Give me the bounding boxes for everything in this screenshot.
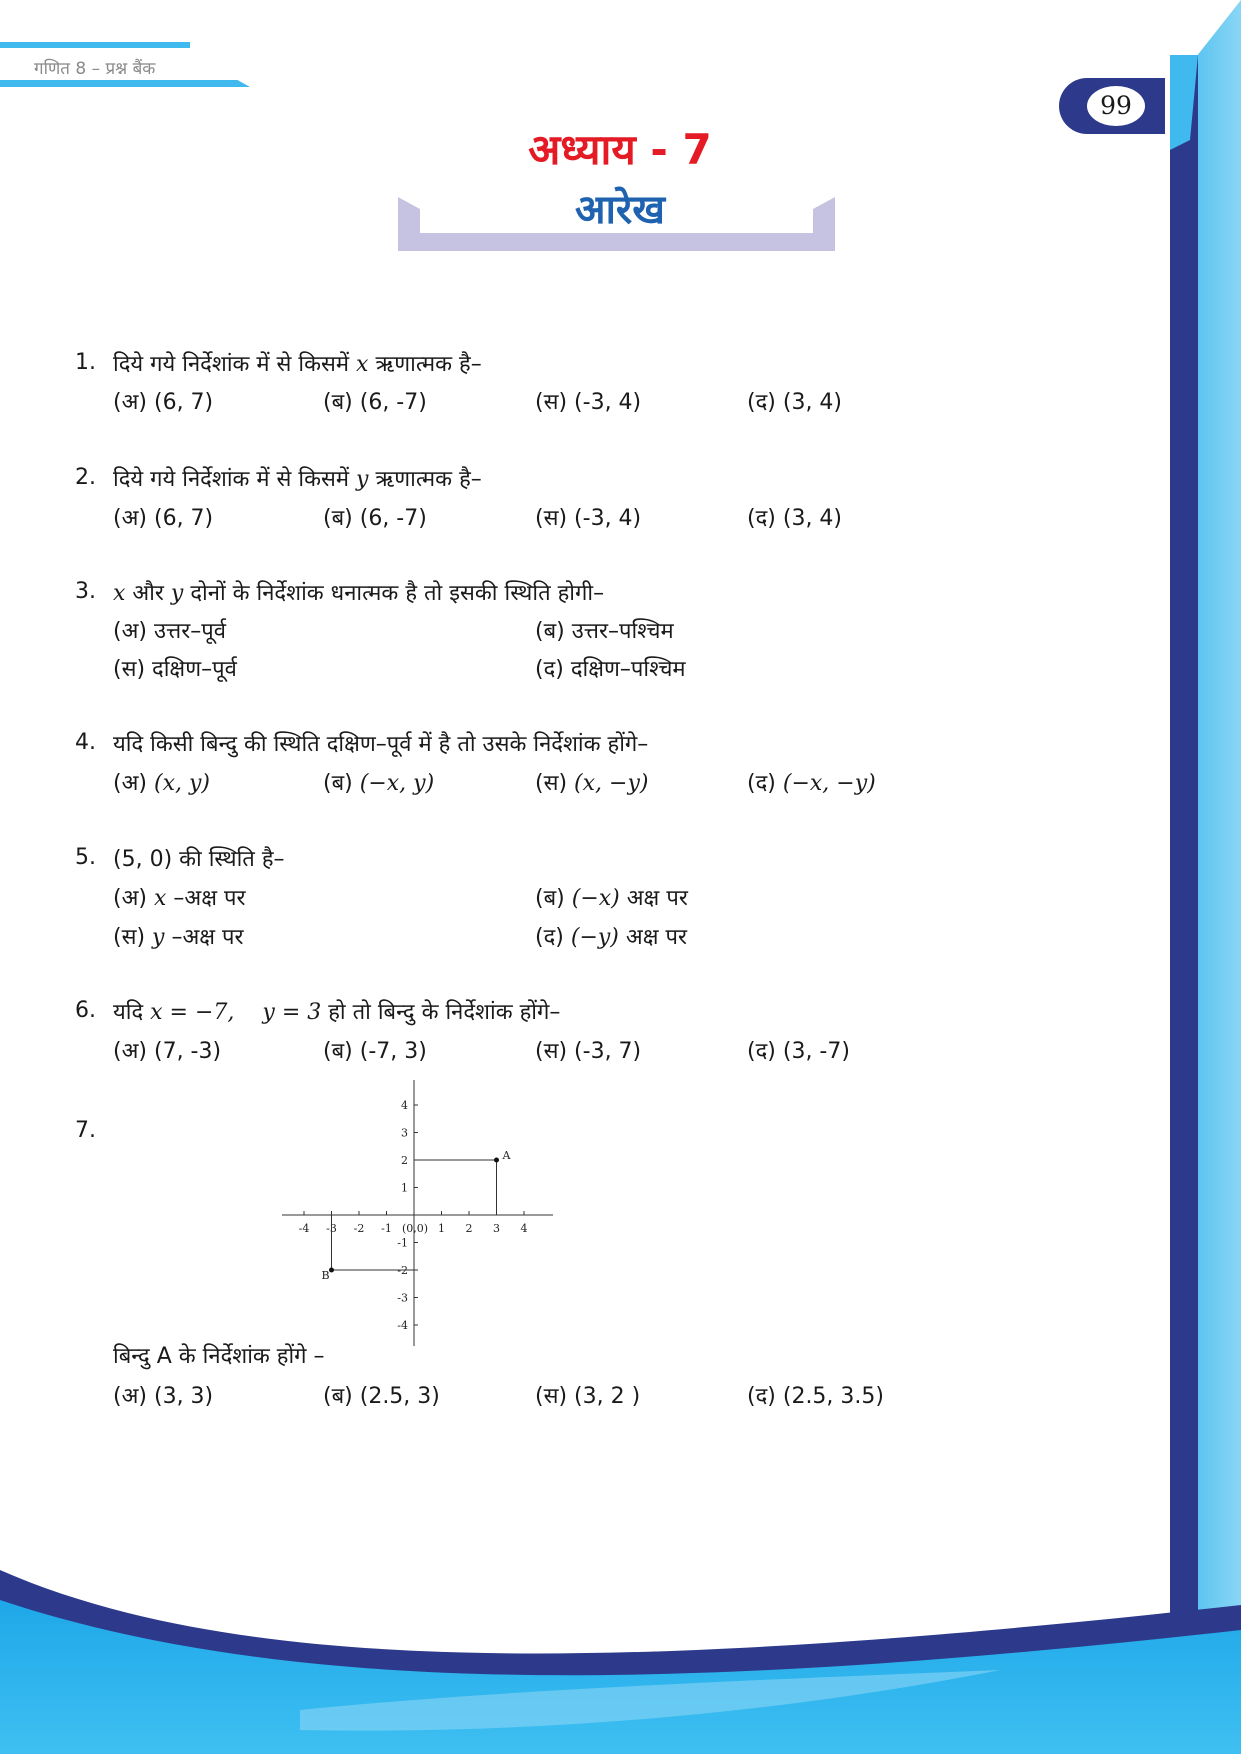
option-b: (ब) (−x) अक्ष पर [535, 886, 688, 911]
point-marker [494, 1158, 499, 1163]
question-stem: यदि x = −7, y = 3 हो तो बिन्दु के निर्देशांक होंगे– [113, 1000, 561, 1025]
x-tick-label: 2 [465, 1222, 473, 1235]
y-tick-label: -2 [397, 1264, 408, 1277]
question-7-stem: बिन्दु A के निर्देशांक होंगे – [113, 1344, 325, 1369]
y-tick-label: -1 [397, 1236, 408, 1250]
option-c: (स) (-3, 4) [535, 506, 642, 531]
option-b: (ब) (6, -7) [323, 506, 427, 531]
x-tick-label: -2 [353, 1222, 365, 1235]
option-c: (स) (x, −y) [535, 771, 649, 796]
question-stem: (5, 0) की स्थिति है– [113, 847, 285, 872]
x-tick-label: -3 [326, 1222, 337, 1235]
running-title: गणित 8 – प्रश्न बैंक [34, 59, 156, 79]
page-number: 99 [1087, 86, 1145, 126]
option-a: (अ) (x, y) [113, 771, 210, 796]
option-a: (अ) x –अक्ष पर [113, 886, 246, 911]
x-tick-label: 1 [438, 1222, 445, 1235]
option-d: (द) दक्षिण–पश्चिम [535, 657, 686, 682]
x-tick-label: 3 [493, 1222, 500, 1235]
option-c: (स) (-3, 4) [535, 390, 642, 415]
option-a: (अ) (3, 3) [113, 1384, 214, 1409]
option-a: (अ) (6, 7) [113, 506, 214, 531]
y-tick-label: 4 [401, 1099, 408, 1112]
option-b: (ब) (-7, 3) [323, 1039, 427, 1064]
question-number: 5. [75, 845, 96, 870]
y-tick-label: 2 [401, 1154, 408, 1167]
question-number: 1. [75, 350, 96, 375]
option-b: (ब) उत्तर–पश्चिम [535, 619, 674, 644]
question-number: 2. [75, 465, 96, 490]
header-underline-bar [0, 80, 250, 87]
option-d: (द) (−x, −y) [747, 771, 876, 796]
option-a: (अ) (6, 7) [113, 390, 214, 415]
option-b: (ब) (−x, y) [323, 771, 435, 796]
bottom-wave-decoration [0, 1560, 1241, 1754]
graph-axes [282, 1080, 553, 1346]
option-c: (स) (-3, 7) [535, 1039, 642, 1064]
option-b: (ब) (2.5, 3) [323, 1384, 440, 1409]
question-stem: दिये गये निर्देशांक में से किसमें x ऋणात्मक है– [113, 352, 482, 377]
y-tick-label: 3 [401, 1126, 408, 1140]
coordinate-graph [280, 1078, 555, 1348]
point-marker [329, 1268, 334, 1273]
option-d: (द) (3, 4) [747, 390, 843, 415]
origin-label: (0,0) [401, 1222, 429, 1235]
question-number: 4. [75, 730, 96, 755]
option-c: (स) y –अक्ष पर [113, 925, 244, 950]
question-number: 7. [75, 1118, 96, 1143]
right-decorative-strip [1170, 0, 1241, 1754]
header-accent-bar [0, 42, 190, 48]
x-tick-label: 4 [520, 1222, 528, 1235]
chapter-subtitle: आरेख [575, 187, 665, 233]
chapter-title: अध्याय - 7 [528, 125, 712, 174]
option-d: (द) (2.5, 3.5) [747, 1384, 884, 1409]
point-label: B [321, 1269, 330, 1282]
y-tick-label: -3 [397, 1291, 408, 1305]
question-stem: दिये गये निर्देशांक में से किसमें y ऋणात्मक है– [113, 467, 482, 492]
point-label: A [502, 1149, 511, 1162]
option-b: (ब) (6, -7) [323, 390, 427, 415]
option-c: (स) (3, 2 ) [535, 1384, 641, 1409]
y-tick-label: -4 [397, 1319, 408, 1332]
question-stem: यदि किसी बिन्दु की स्थिति दक्षिण–पूर्व में है तो उसके निर्देशांक होंगे– [113, 732, 649, 757]
option-d: (द) (3, 4) [747, 506, 843, 531]
option-a: (अ) उत्तर–पूर्व [113, 619, 226, 644]
option-a: (अ) (7, -3) [113, 1039, 222, 1064]
option-c: (स) दक्षिण–पूर्व [113, 657, 237, 682]
x-tick-label: -1 [381, 1222, 392, 1235]
question-number: 6. [75, 998, 96, 1023]
question-number: 3. [75, 579, 96, 604]
option-d: (द) (3, -7) [747, 1039, 850, 1064]
question-stem: x और y दोनों के निर्देशांक धनात्मक है तो इसकी स्थिति होगी– [113, 581, 605, 606]
x-tick-label: -4 [298, 1222, 310, 1235]
y-tick-label: 1 [401, 1181, 408, 1195]
option-d: (द) (−y) अक्ष पर [535, 925, 687, 950]
